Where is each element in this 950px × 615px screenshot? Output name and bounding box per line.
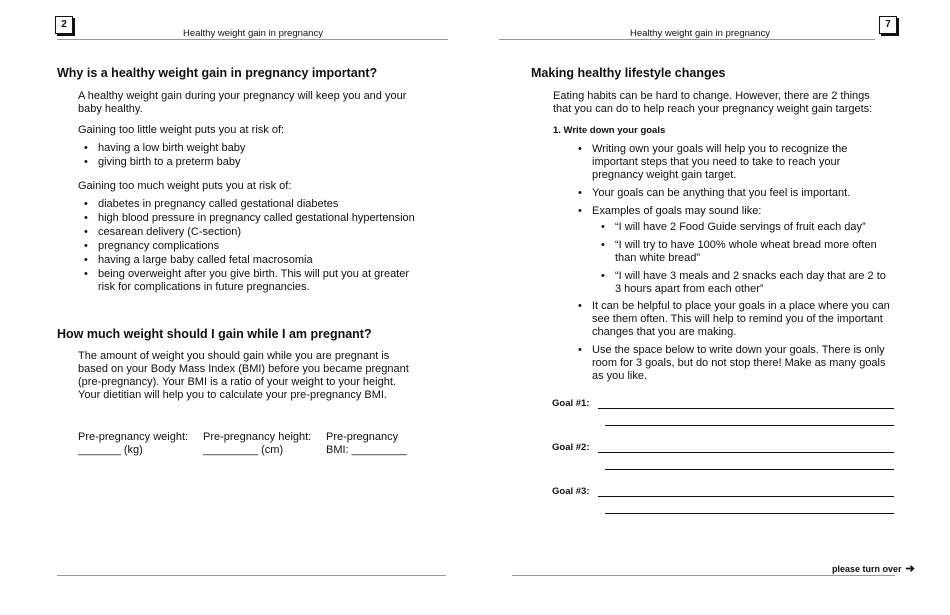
example-item: • “I will have 2 Food Guide servings of fruit each day”: [595, 221, 891, 234]
goal-3-label: Goal #3:: [552, 486, 590, 497]
example-item: • “I will try to have 100% whole wheat bread more often than white bread”: [595, 239, 891, 265]
example-item: • “I will have 3 meals and 2 snacks each day that are 2 to 3 hours apart from each other”: [595, 270, 891, 296]
running-header: Healthy weight gain in pregnancy: [183, 28, 323, 39]
list-item: • cesarean delivery (C-section): [78, 226, 418, 239]
list-item: • Use the space below to write down your goals. There is only room for 3 goals, but do not stop there! Make as many goals as you like.: [572, 344, 894, 383]
intro-paragraph: A healthy weight gain during your pregnancy will keep you and your baby healthy.: [78, 90, 407, 115]
list-item: • giving birth to a preterm baby: [78, 156, 438, 169]
goal-3-line-1[interactable]: [598, 496, 894, 497]
weight-label: Pre-pregnancy weight:: [78, 431, 189, 443]
list-item: • being overweight after you give birth. This will put you at greater risk for complications in future pregnancies.: [78, 268, 418, 294]
list-item: • Your goals can be anything that you feel is important.: [572, 187, 894, 200]
running-header: Healthy weight gain in pregnancy: [630, 28, 770, 39]
bmi-field[interactable]: [326, 431, 407, 457]
weight-field[interactable]: [78, 431, 188, 457]
too-much-lead: Gaining too much weight puts you at risk of:: [78, 180, 292, 192]
height-label: Pre-pregnancy height:: [203, 431, 312, 443]
list-item: • It can be helpful to place your goals in a place where you can see them often. This will help to remind you of the important changes that you are making.: [572, 300, 894, 339]
list-item: • Writing own your goals will help you to recognize the important steps that you need to take to reach your pregnancy weight gain target.: [572, 143, 894, 182]
step-1-title: 1. Write down your goals: [553, 125, 666, 136]
weight-blank: _______ (kg): [78, 444, 143, 456]
bmi-label: Pre-pregnancy: [326, 431, 399, 443]
section-heading-how-much: How much weight should I gain while I am pregnant?: [57, 327, 372, 341]
bmi-blank: BMI: _________: [326, 444, 407, 456]
right-page: [475, 0, 950, 615]
page-number: 7: [879, 16, 897, 34]
arrow-right-icon: ➔: [905, 563, 915, 575]
goal-2-line-2[interactable]: [605, 469, 894, 470]
goals-bullets: [572, 143, 894, 223]
list-item: • having a low birth weight baby: [78, 142, 438, 155]
goal-1-label: Goal #1:: [552, 398, 590, 409]
placement-bullets: [572, 300, 894, 388]
list-item: • diabetes in pregnancy called gestational diabetes: [78, 198, 418, 211]
too-much-list: [78, 198, 418, 295]
too-little-lead: Gaining too little weight puts you at risk of:: [78, 124, 285, 136]
goal-1-line-2[interactable]: [605, 425, 894, 426]
header-rule: [57, 39, 448, 40]
footer-rule: [512, 575, 895, 576]
too-little-list: [78, 142, 438, 170]
goal-examples: [595, 221, 891, 301]
bmi-paragraph: The amount of weight you should gain while you are pregnant is based on your Body Mass Index (BMI) before you became pregnant (pre-pregnancy). Your BMI is a ratio of your weight to your height. Your dietitian will help you to calculate your pre-pregnancy BMI.: [78, 350, 409, 401]
height-blank: _________ (cm): [203, 444, 284, 456]
goal-3-line-2[interactable]: [605, 513, 894, 514]
page-number: 2: [55, 16, 73, 34]
goal-2-label: Goal #2:: [552, 442, 590, 453]
list-item: • high blood pressure in pregnancy called gestational hypertension: [78, 212, 418, 225]
footer-rule: [57, 575, 446, 576]
turn-over-text: please turn over: [832, 564, 902, 574]
height-field[interactable]: [203, 431, 311, 457]
header-rule: [499, 39, 875, 40]
list-item: • pregnancy complications: [78, 240, 418, 253]
list-item: • Examples of goals may sound like:: [572, 205, 894, 218]
intro-paragraph: Eating habits can be hard to change. However, there are 2 things that you can do to help reach your pregnancy weight gain targets:: [553, 90, 873, 115]
list-item: • having a large baby called fetal macrosomia: [78, 254, 418, 267]
section-heading-lifestyle: Making healthy lifestyle changes: [531, 66, 726, 80]
turn-over-note: [832, 562, 915, 575]
goal-2-line-1[interactable]: [598, 452, 894, 453]
section-heading-importance: Why is a healthy weight gain in pregnancy important?: [57, 66, 378, 80]
goal-1-line-1[interactable]: [598, 408, 894, 409]
